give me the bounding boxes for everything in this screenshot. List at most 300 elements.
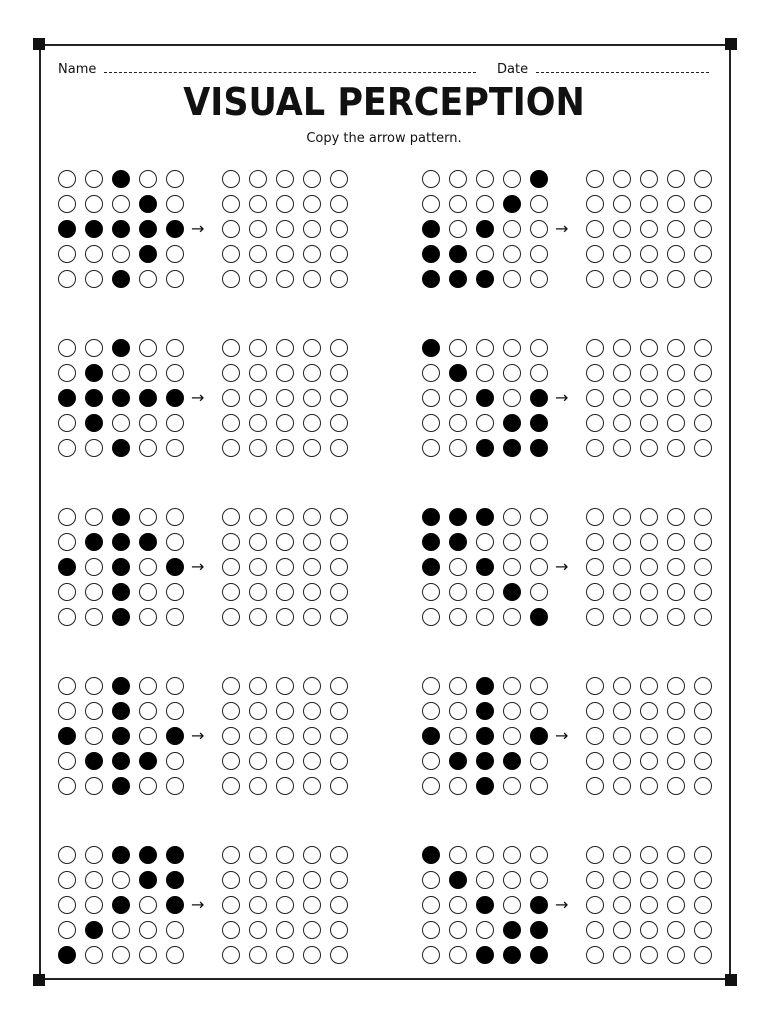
answer-circle[interactable] [303, 389, 321, 407]
answer-circle[interactable] [586, 677, 604, 695]
answer-circle[interactable] [613, 364, 631, 382]
answer-grid-9[interactable] [222, 846, 349, 961]
answer-circle[interactable] [667, 270, 685, 288]
answer-circle[interactable] [586, 921, 604, 939]
answer-circle[interactable] [303, 364, 321, 382]
answer-circle[interactable] [303, 558, 321, 576]
answer-circle[interactable] [276, 921, 294, 939]
answer-circle[interactable] [640, 364, 658, 382]
answer-circle[interactable] [330, 871, 348, 889]
answer-grid-2[interactable] [586, 170, 713, 285]
answer-grid-1[interactable] [222, 170, 349, 285]
answer-circle[interactable] [330, 245, 348, 263]
answer-circle[interactable] [694, 583, 712, 601]
answer-circle[interactable] [694, 946, 712, 964]
answer-circle[interactable] [640, 558, 658, 576]
answer-circle[interactable] [276, 533, 294, 551]
answer-circle[interactable] [276, 508, 294, 526]
answer-circle[interactable] [667, 677, 685, 695]
date-field[interactable] [497, 62, 709, 77]
pattern-grid-8 [422, 677, 549, 792]
answer-circle[interactable] [640, 245, 658, 263]
answer-circle[interactable] [249, 921, 267, 939]
answer-circle[interactable] [613, 270, 631, 288]
answer-circle[interactable] [640, 752, 658, 770]
answer-circle[interactable] [586, 946, 604, 964]
answer-circle[interactable] [303, 414, 321, 432]
answer-circle[interactable] [222, 777, 240, 795]
answer-circle[interactable] [613, 727, 631, 745]
answer-circle[interactable] [276, 270, 294, 288]
answer-circle[interactable] [222, 220, 240, 238]
answer-circle[interactable] [694, 245, 712, 263]
answer-circle[interactable] [640, 846, 658, 864]
answer-circle[interactable] [667, 245, 685, 263]
answer-circle[interactable] [694, 608, 712, 626]
arrow-icon: → [555, 726, 569, 745]
answer-circle[interactable] [667, 220, 685, 238]
answer-circle[interactable] [249, 195, 267, 213]
answer-circle[interactable] [613, 508, 631, 526]
answer-circle[interactable] [249, 220, 267, 238]
answer-circle[interactable] [586, 195, 604, 213]
answer-circle[interactable] [330, 339, 348, 357]
filled-circle [530, 389, 548, 407]
answer-circle[interactable] [694, 439, 712, 457]
empty-circle [503, 677, 521, 695]
answer-circle[interactable] [249, 727, 267, 745]
answer-circle[interactable] [613, 946, 631, 964]
answer-circle[interactable] [249, 414, 267, 432]
answer-circle[interactable] [249, 245, 267, 263]
answer-circle[interactable] [303, 439, 321, 457]
answer-circle[interactable] [249, 364, 267, 382]
answer-circle[interactable] [222, 702, 240, 720]
answer-circle[interactable] [667, 608, 685, 626]
answer-circle[interactable] [222, 533, 240, 551]
name-line[interactable] [104, 62, 476, 73]
answer-circle[interactable] [667, 777, 685, 795]
filled-circle [112, 677, 130, 695]
answer-circle[interactable] [276, 702, 294, 720]
answer-circle[interactable] [222, 583, 240, 601]
date-line[interactable] [536, 62, 709, 73]
answer-circle[interactable] [330, 752, 348, 770]
answer-circle[interactable] [694, 533, 712, 551]
answer-circle[interactable] [303, 195, 321, 213]
answer-circle[interactable] [222, 752, 240, 770]
answer-circle[interactable] [303, 677, 321, 695]
answer-circle[interactable] [249, 389, 267, 407]
answer-circle[interactable] [667, 508, 685, 526]
answer-circle[interactable] [303, 846, 321, 864]
answer-circle[interactable] [276, 245, 294, 263]
answer-circle[interactable] [222, 558, 240, 576]
name-field[interactable] [58, 62, 476, 77]
empty-circle [58, 846, 76, 864]
answer-circle[interactable] [276, 727, 294, 745]
answer-circle[interactable] [330, 846, 348, 864]
answer-circle[interactable] [640, 702, 658, 720]
corner-bottom-left [33, 974, 45, 986]
answer-circle[interactable] [613, 339, 631, 357]
answer-circle[interactable] [222, 414, 240, 432]
answer-circle[interactable] [222, 508, 240, 526]
answer-circle[interactable] [586, 608, 604, 626]
answer-circle[interactable] [222, 170, 240, 188]
answer-circle[interactable] [330, 364, 348, 382]
answer-circle[interactable] [303, 170, 321, 188]
answer-circle[interactable] [330, 583, 348, 601]
answer-circle[interactable] [330, 558, 348, 576]
answer-circle[interactable] [667, 896, 685, 914]
answer-circle[interactable] [249, 558, 267, 576]
empty-circle [422, 702, 440, 720]
answer-circle[interactable] [694, 508, 712, 526]
answer-circle[interactable] [694, 896, 712, 914]
answer-circle[interactable] [330, 727, 348, 745]
answer-circle[interactable] [222, 896, 240, 914]
answer-circle[interactable] [276, 195, 294, 213]
answer-circle[interactable] [667, 583, 685, 601]
answer-circle[interactable] [640, 921, 658, 939]
answer-circle[interactable] [613, 245, 631, 263]
answer-circle[interactable] [694, 195, 712, 213]
answer-circle[interactable] [222, 946, 240, 964]
answer-circle[interactable] [694, 846, 712, 864]
filled-circle [166, 389, 184, 407]
filled-circle [476, 702, 494, 720]
answer-circle[interactable] [222, 727, 240, 745]
answer-circle[interactable] [586, 220, 604, 238]
answer-circle[interactable] [249, 270, 267, 288]
answer-circle[interactable] [640, 170, 658, 188]
answer-circle[interactable] [613, 558, 631, 576]
answer-circle[interactable] [330, 946, 348, 964]
answer-circle[interactable] [694, 339, 712, 357]
filled-circle [139, 220, 157, 238]
answer-circle[interactable] [586, 533, 604, 551]
filled-circle [112, 270, 130, 288]
answer-circle[interactable] [694, 727, 712, 745]
answer-circle[interactable] [249, 608, 267, 626]
answer-circle[interactable] [667, 170, 685, 188]
answer-circle[interactable] [303, 339, 321, 357]
answer-circle[interactable] [613, 195, 631, 213]
answer-circle[interactable] [640, 533, 658, 551]
answer-circle[interactable] [276, 414, 294, 432]
answer-circle[interactable] [330, 414, 348, 432]
answer-circle[interactable] [276, 439, 294, 457]
empty-circle [166, 170, 184, 188]
answer-circle[interactable] [276, 777, 294, 795]
empty-circle [476, 245, 494, 263]
empty-circle [530, 195, 548, 213]
answer-circle[interactable] [640, 677, 658, 695]
answer-circle[interactable] [276, 558, 294, 576]
answer-circle[interactable] [640, 777, 658, 795]
answer-circle[interactable] [249, 896, 267, 914]
answer-circle[interactable] [667, 558, 685, 576]
answer-circle[interactable] [613, 414, 631, 432]
answer-circle[interactable] [222, 339, 240, 357]
answer-circle[interactable] [586, 170, 604, 188]
answer-circle[interactable] [276, 220, 294, 238]
answer-circle[interactable] [222, 439, 240, 457]
answer-circle[interactable] [694, 702, 712, 720]
answer-circle[interactable] [667, 195, 685, 213]
answer-circle[interactable] [303, 608, 321, 626]
answer-circle[interactable] [586, 871, 604, 889]
empty-circle [85, 846, 103, 864]
filled-circle [112, 896, 130, 914]
answer-circle[interactable] [330, 677, 348, 695]
answer-circle[interactable] [586, 439, 604, 457]
answer-circle[interactable] [303, 777, 321, 795]
filled-circle [422, 220, 440, 238]
answer-circle[interactable] [694, 389, 712, 407]
empty-circle [85, 896, 103, 914]
answer-circle[interactable] [586, 558, 604, 576]
answer-circle[interactable] [586, 727, 604, 745]
answer-circle[interactable] [276, 389, 294, 407]
filled-circle [112, 558, 130, 576]
answer-grid-8[interactable] [586, 677, 713, 792]
answer-circle[interactable] [667, 727, 685, 745]
answer-circle[interactable] [667, 339, 685, 357]
empty-circle [85, 727, 103, 745]
answer-circle[interactable] [276, 339, 294, 357]
answer-circle[interactable] [249, 533, 267, 551]
answer-circle[interactable] [249, 583, 267, 601]
answer-circle[interactable] [613, 677, 631, 695]
answer-circle[interactable] [640, 339, 658, 357]
answer-circle[interactable] [249, 946, 267, 964]
answer-circle[interactable] [249, 170, 267, 188]
answer-circle[interactable] [640, 727, 658, 745]
answer-circle[interactable] [586, 846, 604, 864]
answer-circle[interactable] [613, 220, 631, 238]
answer-circle[interactable] [249, 871, 267, 889]
answer-circle[interactable] [303, 727, 321, 745]
answer-circle[interactable] [613, 583, 631, 601]
answer-circle[interactable] [586, 364, 604, 382]
answer-circle[interactable] [276, 364, 294, 382]
empty-circle [166, 533, 184, 551]
answer-circle[interactable] [613, 389, 631, 407]
answer-circle[interactable] [640, 946, 658, 964]
answer-circle[interactable] [303, 921, 321, 939]
answer-circle[interactable] [667, 414, 685, 432]
answer-circle[interactable] [694, 871, 712, 889]
answer-circle[interactable] [276, 896, 294, 914]
answer-circle[interactable] [640, 270, 658, 288]
answer-circle[interactable] [613, 921, 631, 939]
answer-circle[interactable] [330, 896, 348, 914]
answer-circle[interactable] [586, 414, 604, 432]
answer-circle[interactable] [249, 339, 267, 357]
answer-circle[interactable] [222, 677, 240, 695]
answer-circle[interactable] [667, 946, 685, 964]
answer-circle[interactable] [667, 439, 685, 457]
answer-circle[interactable] [249, 677, 267, 695]
empty-circle [503, 896, 521, 914]
empty-circle [530, 364, 548, 382]
answer-circle[interactable] [613, 608, 631, 626]
answer-circle[interactable] [694, 170, 712, 188]
answer-circle[interactable] [613, 702, 631, 720]
answer-circle[interactable] [640, 439, 658, 457]
answer-circle[interactable] [613, 871, 631, 889]
answer-circle[interactable] [613, 170, 631, 188]
answer-circle[interactable] [586, 583, 604, 601]
answer-circle[interactable] [276, 583, 294, 601]
answer-circle[interactable] [613, 777, 631, 795]
answer-circle[interactable] [303, 871, 321, 889]
empty-circle [530, 339, 548, 357]
answer-grid-10[interactable] [586, 846, 713, 961]
answer-grid-6[interactable] [586, 508, 713, 623]
answer-circle[interactable] [276, 871, 294, 889]
filled-circle [112, 220, 130, 238]
answer-grid-4[interactable] [586, 339, 713, 454]
answer-circle[interactable] [640, 195, 658, 213]
answer-circle[interactable] [586, 389, 604, 407]
answer-circle[interactable] [586, 245, 604, 263]
answer-circle[interactable] [303, 220, 321, 238]
answer-circle[interactable] [303, 583, 321, 601]
empty-circle [503, 389, 521, 407]
answer-circle[interactable] [276, 846, 294, 864]
answer-circle[interactable] [613, 439, 631, 457]
answer-circle[interactable] [222, 608, 240, 626]
answer-circle[interactable] [330, 195, 348, 213]
answer-circle[interactable] [303, 702, 321, 720]
answer-circle[interactable] [613, 533, 631, 551]
answer-circle[interactable] [667, 846, 685, 864]
answer-circle[interactable] [667, 752, 685, 770]
answer-circle[interactable] [222, 389, 240, 407]
answer-circle[interactable] [330, 921, 348, 939]
answer-grid-5[interactable] [222, 508, 349, 623]
answer-circle[interactable] [694, 220, 712, 238]
answer-circle[interactable] [276, 752, 294, 770]
answer-circle[interactable] [640, 220, 658, 238]
answer-circle[interactable] [613, 846, 631, 864]
answer-circle[interactable] [694, 270, 712, 288]
answer-circle[interactable] [330, 777, 348, 795]
filled-circle [449, 533, 467, 551]
empty-circle [503, 846, 521, 864]
answer-circle[interactable] [276, 608, 294, 626]
empty-circle [112, 946, 130, 964]
answer-circle[interactable] [613, 752, 631, 770]
answer-circle[interactable] [640, 508, 658, 526]
answer-circle[interactable] [303, 946, 321, 964]
answer-circle[interactable] [330, 702, 348, 720]
answer-circle[interactable] [330, 220, 348, 238]
answer-circle[interactable] [667, 871, 685, 889]
answer-circle[interactable] [330, 533, 348, 551]
answer-circle[interactable] [586, 702, 604, 720]
answer-circle[interactable] [276, 170, 294, 188]
answer-circle[interactable] [330, 439, 348, 457]
answer-circle[interactable] [249, 508, 267, 526]
answer-circle[interactable] [330, 389, 348, 407]
answer-circle[interactable] [667, 389, 685, 407]
answer-circle[interactable] [586, 777, 604, 795]
answer-circle[interactable] [640, 608, 658, 626]
answer-circle[interactable] [694, 777, 712, 795]
answer-circle[interactable] [640, 871, 658, 889]
answer-circle[interactable] [303, 752, 321, 770]
answer-circle[interactable] [694, 752, 712, 770]
answer-circle[interactable] [222, 270, 240, 288]
answer-circle[interactable] [222, 871, 240, 889]
answer-circle[interactable] [330, 170, 348, 188]
answer-circle[interactable] [303, 270, 321, 288]
answer-circle[interactable] [586, 339, 604, 357]
answer-circle[interactable] [276, 946, 294, 964]
answer-circle[interactable] [222, 921, 240, 939]
answer-circle[interactable] [303, 508, 321, 526]
answer-circle[interactable] [640, 389, 658, 407]
answer-circle[interactable] [303, 245, 321, 263]
filled-circle [139, 752, 157, 770]
answer-grid-7[interactable] [222, 677, 349, 792]
answer-circle[interactable] [222, 195, 240, 213]
answer-circle[interactable] [667, 702, 685, 720]
answer-circle[interactable] [694, 558, 712, 576]
answer-circle[interactable] [222, 245, 240, 263]
answer-circle[interactable] [640, 896, 658, 914]
answer-circle[interactable] [640, 583, 658, 601]
answer-circle[interactable] [330, 270, 348, 288]
answer-circle[interactable] [303, 896, 321, 914]
answer-circle[interactable] [303, 533, 321, 551]
answer-circle[interactable] [249, 846, 267, 864]
answer-circle[interactable] [667, 364, 685, 382]
answer-circle[interactable] [667, 533, 685, 551]
answer-circle[interactable] [667, 921, 685, 939]
answer-circle[interactable] [330, 608, 348, 626]
answer-circle[interactable] [330, 508, 348, 526]
answer-circle[interactable] [222, 846, 240, 864]
answer-circle[interactable] [694, 677, 712, 695]
answer-circle[interactable] [276, 677, 294, 695]
empty-circle [476, 846, 494, 864]
answer-circle[interactable] [249, 439, 267, 457]
answer-circle[interactable] [249, 752, 267, 770]
empty-circle [449, 777, 467, 795]
empty-circle [422, 389, 440, 407]
answer-circle[interactable] [586, 896, 604, 914]
answer-circle[interactable] [586, 270, 604, 288]
empty-circle [422, 608, 440, 626]
answer-circle[interactable] [613, 896, 631, 914]
answer-circle[interactable] [694, 921, 712, 939]
answer-circle[interactable] [222, 364, 240, 382]
answer-circle[interactable] [249, 702, 267, 720]
answer-grid-3[interactable] [222, 339, 349, 454]
answer-circle[interactable] [586, 752, 604, 770]
answer-circle[interactable] [249, 777, 267, 795]
answer-circle[interactable] [694, 364, 712, 382]
answer-circle[interactable] [694, 414, 712, 432]
filled-circle [166, 846, 184, 864]
answer-circle[interactable] [586, 508, 604, 526]
answer-circle[interactable] [640, 414, 658, 432]
